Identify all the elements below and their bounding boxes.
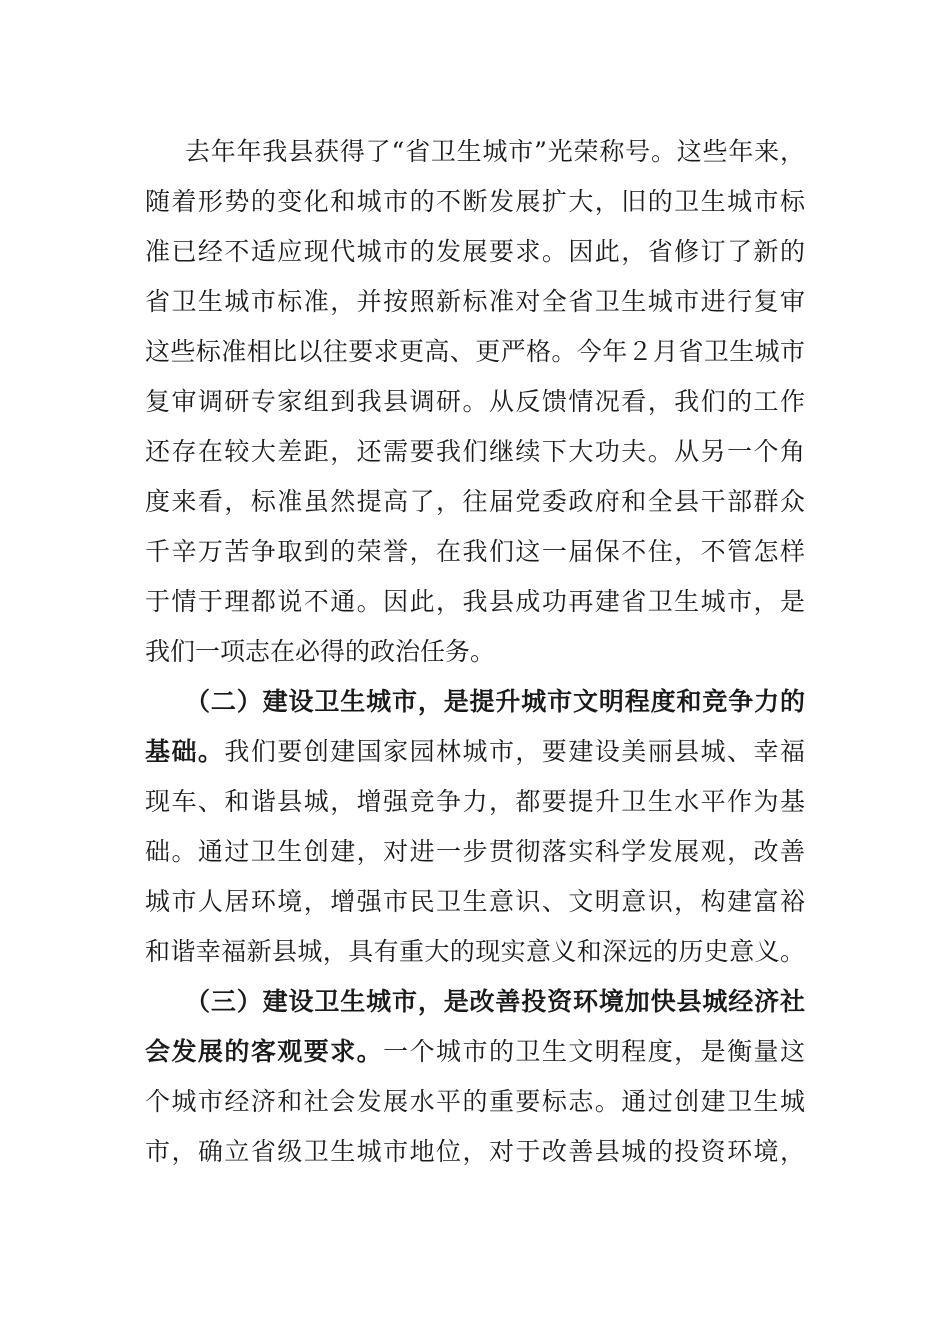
paragraph-2-line-3: 现车、和谐县城，增强竞争力，都要提升卫生水平作为基: [145, 787, 805, 816]
paragraph-1-line-5: 这些标准相比以往要求更高、更严格。今年２月省卫生城市: [145, 337, 805, 366]
paragraph-1-line-2: 随着形势的变化和城市的不断发展扩大，旧的卫生城市标: [145, 187, 805, 216]
paragraph-2-line-5: 城市人居环境，增强市民卫生意识、文明意识，构建富裕: [145, 887, 805, 916]
paragraph-2-line-2: [145, 732, 805, 772]
paragraph-1-line-11: 我们一项志在必得的政治任务。: [145, 637, 496, 666]
paragraph-2-line-6: 和谐幸福新县城，具有重大的现实意义和深远的历史意义。: [145, 937, 805, 966]
paragraph-1-line-3: 准已经不适应现代城市的发展要求。因此，省修订了新的: [145, 237, 805, 266]
paragraph-2-heading-line-1: （二）建设卫生城市，是提升城市文明程度和竞争力的: [185, 687, 805, 716]
paragraph-2-line-4: 础。通过卫生创建，对进一步贯彻落实科学发展观，改善: [145, 837, 805, 866]
paragraph-2-line-2-rest: 我们要创建国家园林城市，要建设美丽县城、幸福: [224, 737, 805, 766]
paragraph-3-line-4: 市，确立省级卫生城市地位，对于改善县城的投资环境，: [145, 1137, 805, 1166]
paragraph-3-line-2: [145, 1032, 805, 1072]
paragraph-1-line-8: 度来看，标准虽然提高了，往届党委政府和全县干部群众: [145, 487, 805, 516]
paragraph-1-line-9: 千辛万苦争取到的荣誉，在我们这一届保不住，不管怎样: [145, 537, 805, 566]
paragraph-1-line-6: 复审调研专家组到我县调研。从反馈情况看，我们的工作: [145, 387, 805, 416]
paragraph-3-line-3: 个城市经济和社会发展水平的重要标志。通过创建卫生城: [145, 1087, 805, 1116]
paragraph-3-heading-line-1: （三）建设卫生城市，是改善投资环境加快县城经济社: [185, 987, 805, 1016]
paragraph-1-line-10: 于情于理都说不通。因此，我县成功再建省卫生城市，是: [145, 587, 805, 616]
paragraph-3-line-2-rest: 一个城市的卫生文明程度，是衡量这: [383, 1037, 805, 1066]
paragraph-1-line-1: 去年年我县获得了“省卫生城市”光荣称号。这些年来，: [185, 137, 805, 166]
paragraph-1-line-4: 省卫生城市标准，并按照新标准对全省卫生城市进行复审: [145, 287, 805, 316]
paragraph-2-heading-tail: 基础。: [145, 737, 225, 766]
paragraph-1-line-7: 还存在较大差距，还需要我们继续下大功夫。从另一个角: [145, 437, 805, 466]
paragraph-3-heading-tail: 会发展的客观要求。: [145, 1037, 384, 1066]
